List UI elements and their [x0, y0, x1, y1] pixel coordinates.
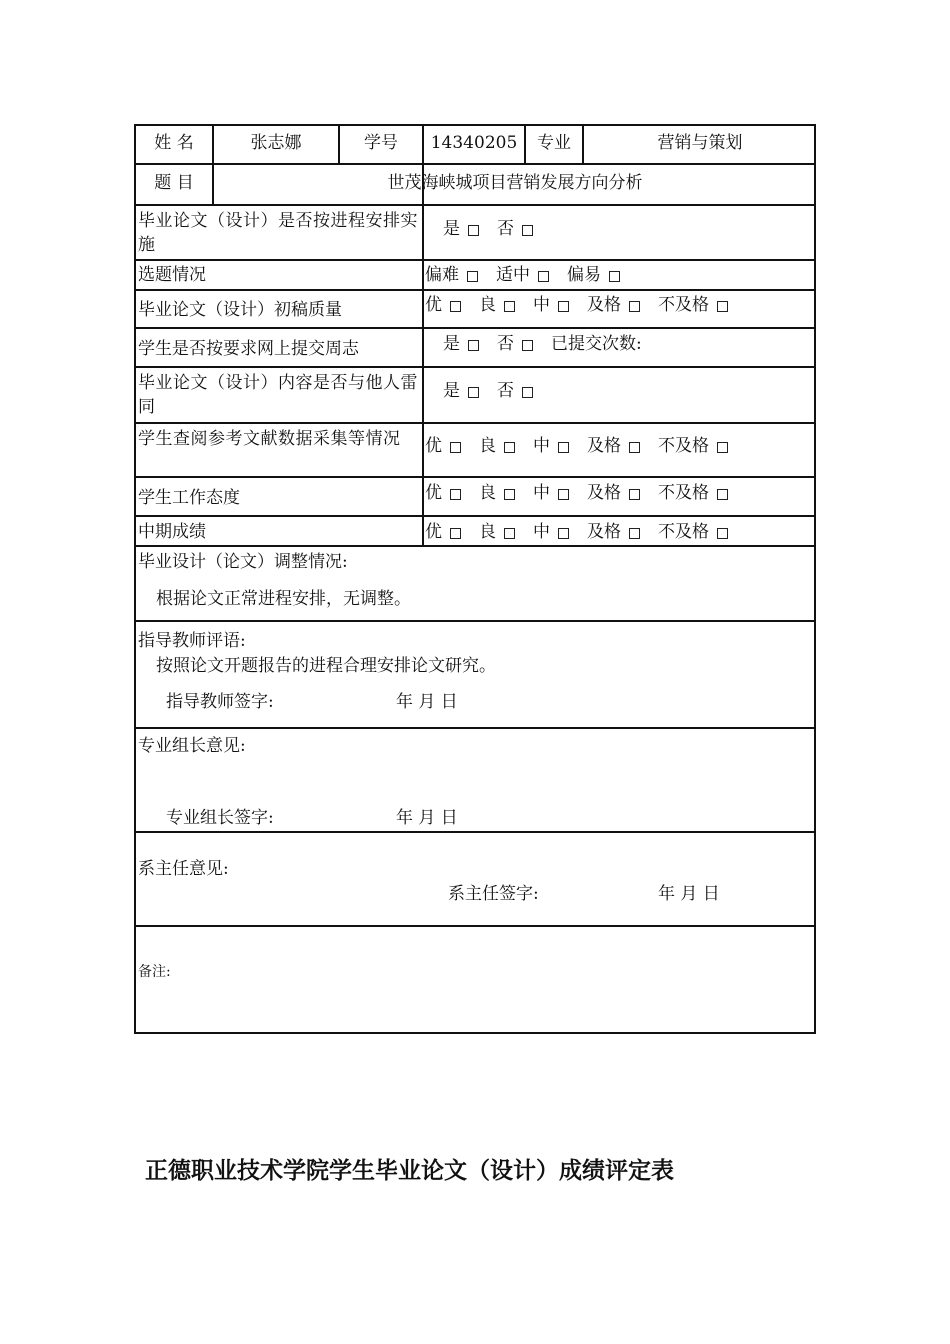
option-label: 偏难 — [425, 265, 459, 285]
row-divider — [136, 727, 816, 729]
checkbox[interactable] — [522, 387, 533, 398]
row-divider — [136, 620, 816, 622]
checkbox[interactable] — [717, 442, 728, 453]
student-id-label: 学号 — [364, 133, 398, 153]
checkbox[interactable] — [629, 301, 640, 312]
group-leader-opinion-label: 专业组长意见: — [138, 736, 246, 756]
row-divider — [136, 476, 816, 478]
topic-label: 题 目 — [154, 173, 194, 193]
row-divider — [136, 259, 816, 261]
row-divider — [136, 831, 816, 833]
weekly-journal-options — [443, 332, 660, 356]
option-label: 优 — [425, 295, 442, 315]
option-label: 中 — [533, 295, 550, 315]
option-label: 中 — [533, 483, 550, 503]
dept-head-signature-label: 系主任签字: — [448, 884, 539, 904]
checkbox[interactable] — [558, 442, 569, 453]
checkbox[interactable] — [717, 301, 728, 312]
midterm-grade-label: 中期成绩 — [138, 522, 206, 542]
checkbox[interactable] — [717, 489, 728, 500]
progress-options — [443, 217, 551, 241]
row-divider — [136, 515, 816, 517]
row-divider — [136, 289, 816, 291]
option-label: 良 — [479, 295, 496, 315]
option-label: 是 — [443, 381, 460, 401]
dept-head-signature-date[interactable]: 年 月 日 — [658, 884, 720, 904]
option-label: 不及格 — [658, 483, 709, 503]
references-question-label: 学生查阅参考文献数据采集等情况 — [138, 429, 401, 449]
option-label: 及格 — [587, 522, 621, 542]
option-label: 否 — [497, 381, 514, 401]
checkbox[interactable] — [450, 489, 461, 500]
checkbox[interactable] — [558, 528, 569, 539]
row-divider — [136, 925, 816, 927]
checkbox[interactable] — [504, 301, 515, 312]
row-divider — [136, 545, 816, 547]
name-value[interactable]: 张志娜 — [250, 133, 302, 153]
option-label: 不及格 — [658, 295, 709, 315]
advisor-signature-label: 指导教师签字: — [166, 692, 274, 712]
row-divider — [136, 327, 816, 329]
option-label: 优 — [425, 522, 442, 542]
option-label: 是 — [443, 219, 460, 239]
dept-head-opinion-label: 系主任意见: — [138, 859, 229, 879]
adjustment-text[interactable]: 根据论文正常进程安排，无调整。 — [156, 589, 411, 609]
checkbox[interactable] — [504, 489, 515, 500]
row-divider — [136, 163, 816, 165]
topic-difficulty-label: 选题情况 — [138, 265, 206, 285]
checkbox[interactable] — [609, 271, 620, 282]
attitude-label: 学生工作态度 — [138, 488, 240, 508]
option-label: 中 — [533, 436, 550, 456]
draft-quality-label: 毕业论文（设计）初稿质量 — [138, 300, 342, 320]
option-label: 及格 — [587, 436, 621, 456]
option-label: 适中 — [496, 265, 530, 285]
advisor-comment-label: 指导教师评语: — [138, 631, 246, 651]
option-label: 否 — [497, 219, 514, 239]
page-title: 正德职业技术学院学生毕业论文（设计）成绩评定表 — [145, 1158, 674, 1184]
topic-difficulty-options — [425, 263, 638, 287]
draft-quality-options — [425, 293, 746, 317]
checkbox[interactable] — [629, 442, 640, 453]
checkbox[interactable] — [558, 301, 569, 312]
option-label: 中 — [533, 522, 550, 542]
option-label: 优 — [425, 483, 442, 503]
references-options — [425, 434, 746, 458]
checkbox[interactable] — [629, 489, 640, 500]
submitted-count-label: 已提交次数: — [551, 334, 642, 354]
checkbox[interactable] — [450, 442, 461, 453]
attitude-options — [425, 481, 746, 505]
weekly-journal-label: 学生是否按要求网上提交周志 — [138, 339, 359, 359]
checkbox[interactable] — [538, 271, 549, 282]
adjustment-label: 毕业设计（论文）调整情况: — [138, 552, 348, 572]
checkbox[interactable] — [504, 528, 515, 539]
option-label: 良 — [479, 436, 496, 456]
major-label: 专业 — [537, 133, 571, 153]
row-divider — [136, 422, 816, 424]
advisor-comment-text[interactable]: 按照论文开题报告的进程合理安排论文研究。 — [156, 656, 496, 676]
checkbox[interactable] — [450, 528, 461, 539]
checkbox[interactable] — [504, 442, 515, 453]
option-label: 良 — [479, 483, 496, 503]
checkbox[interactable] — [468, 225, 479, 236]
option-label: 不及格 — [658, 522, 709, 542]
checkbox[interactable] — [717, 528, 728, 539]
option-label: 否 — [497, 334, 514, 354]
advisor-signature-date[interactable]: 年 月 日 — [396, 692, 458, 712]
option-label: 不及格 — [658, 436, 709, 456]
checkbox[interactable] — [467, 271, 478, 282]
checkbox[interactable] — [629, 528, 640, 539]
option-label: 是 — [443, 334, 460, 354]
row-divider — [136, 204, 816, 206]
option-label: 良 — [479, 522, 496, 542]
notes-label: 备注: — [138, 964, 171, 980]
evaluation-form-table — [134, 124, 816, 1034]
plagiarism-question-label: 毕业论文（设计）内容是否与他人雷同 — [138, 373, 418, 417]
checkbox[interactable] — [558, 489, 569, 500]
plagiarism-options — [443, 379, 551, 403]
group-leader-signature-label: 专业组长签字: — [166, 808, 274, 828]
option-label: 及格 — [587, 295, 621, 315]
option-label: 偏易 — [567, 265, 601, 285]
checkbox[interactable] — [468, 340, 479, 351]
option-label: 及格 — [587, 483, 621, 503]
checkbox[interactable] — [468, 387, 479, 398]
group-leader-signature-date[interactable]: 年 月 日 — [396, 808, 458, 828]
option-label: 优 — [425, 436, 442, 456]
checkbox[interactable] — [522, 340, 533, 351]
major-value[interactable]: 营销与策划 — [657, 133, 743, 153]
checkbox[interactable] — [522, 225, 533, 236]
checkbox[interactable] — [450, 301, 461, 312]
name-label: 姓 名 — [154, 133, 194, 153]
topic-value[interactable]: 世茂海峡城项目营销发展方向分析 — [387, 173, 643, 193]
row-divider — [136, 366, 816, 368]
progress-question-label: 毕业论文（设计）是否按进程安排实施 — [138, 211, 418, 255]
student-id-value[interactable]: 14340205 — [430, 133, 518, 153]
midterm-grade-options — [425, 520, 746, 544]
